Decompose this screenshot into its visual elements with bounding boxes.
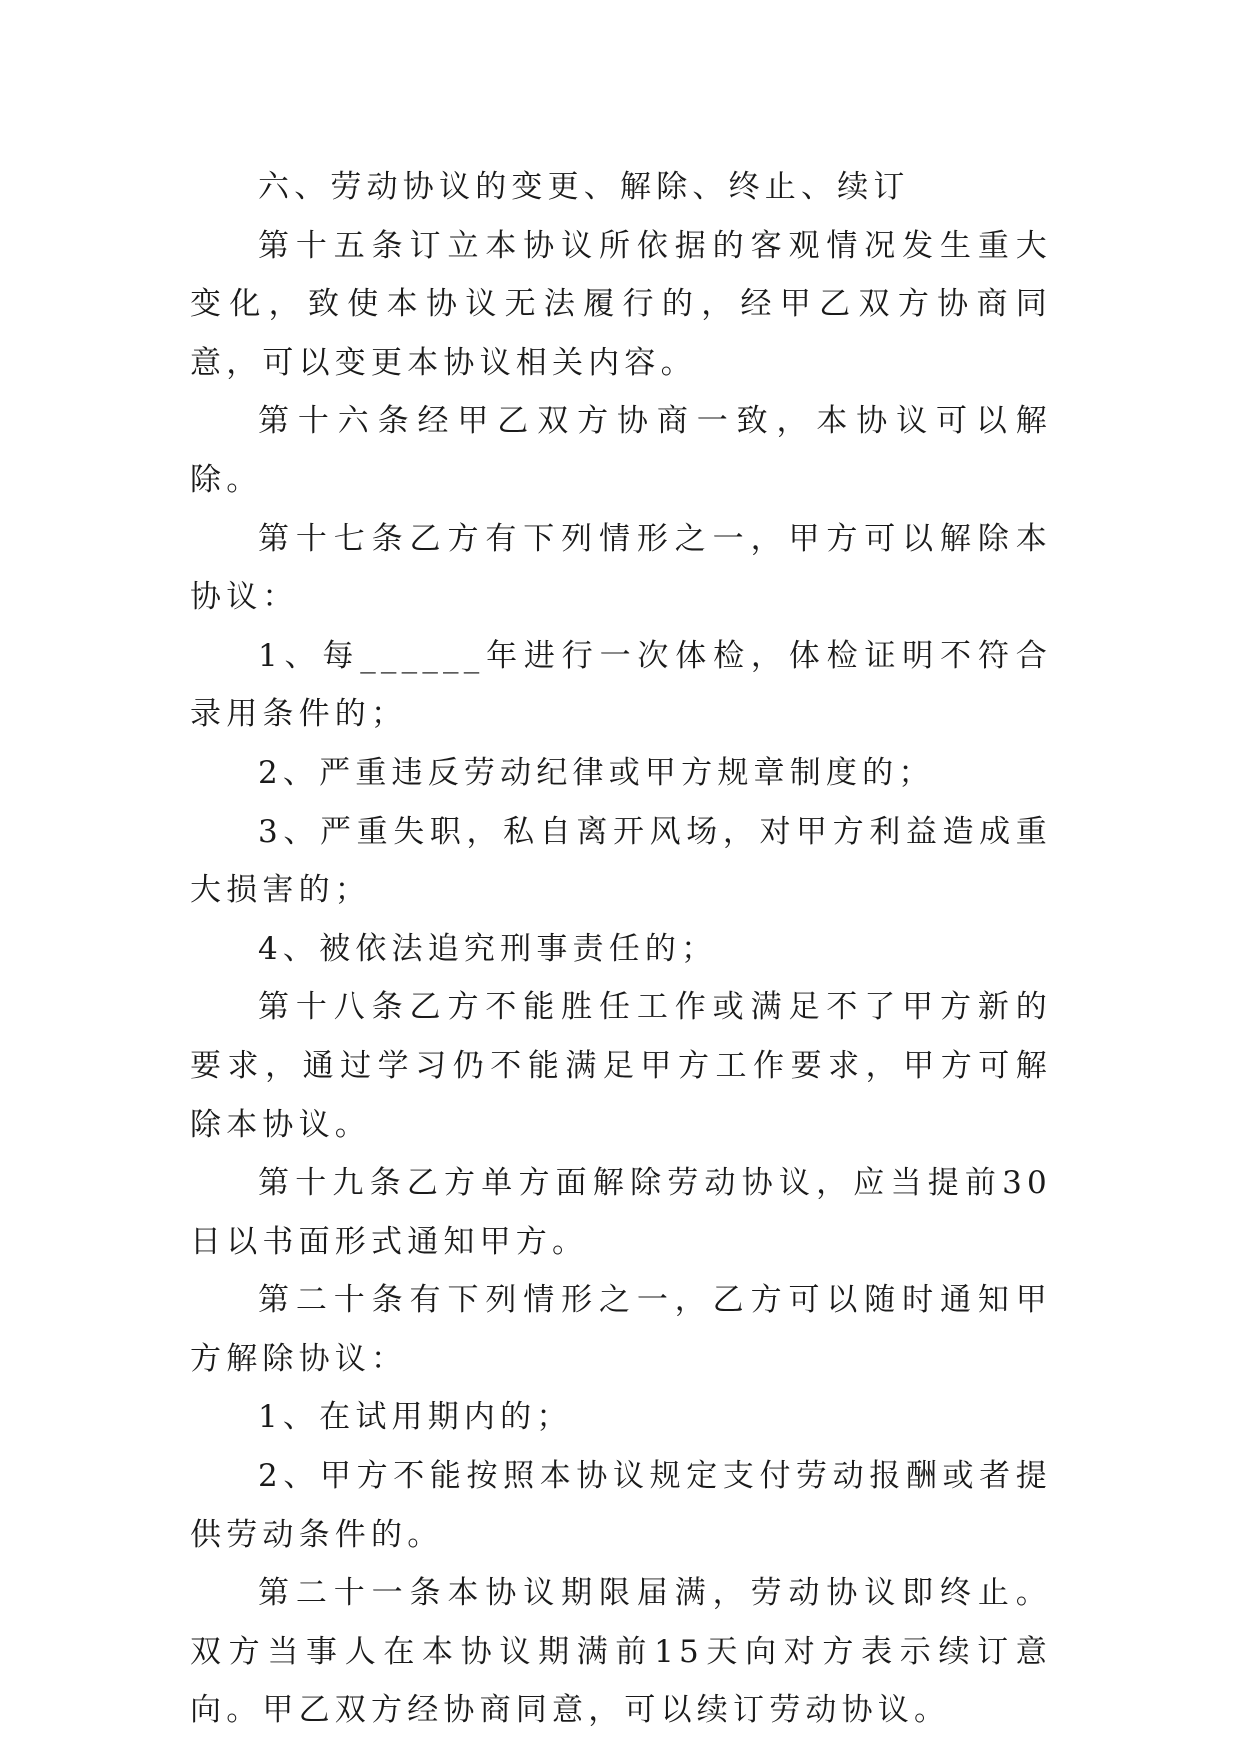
article-17-item-1: 1、每______年进行一次体检，体检证明不符合录用条件的；: [190, 637, 1052, 733]
article-17-item-4: 4、被依法追究刑事责任的；: [258, 930, 718, 967]
article-15: 第十五条订立本协议所依据的客观情况发生重大变化，致使本协议无法履行的，经甲乙双方协商同意，可以变更本协议相关内容。: [190, 227, 1052, 381]
article-17: 第十七条乙方有下列情形之一，甲方可以解除本协议：: [190, 520, 1052, 616]
article-16: 第十六条经甲乙双方协商一致，本协议可以解除。: [190, 403, 1052, 498]
article-21: 第二十一条本协议期限届满，劳动协议即终止。双方当事人在本协议期满前15天向对方表示续订意向。甲乙双方经协商同意，可以续订劳动协议。: [190, 1575, 1052, 1729]
article-18: 第十八条乙方不能胜任工作或满足不了甲方新的要求，通过学习仍不能满足甲方工作要求，甲方可解除本协议。: [190, 989, 1052, 1143]
article-20-item-2: 2、甲方不能按照本协议规定支付劳动报酬或者提供劳动条件的。: [190, 1458, 1052, 1553]
article-20: 第二十条有下列情形之一，乙方可以随时通知甲方解除协议：: [190, 1282, 1052, 1377]
document-body: [190, 158, 1052, 1740]
article-17-item-2: 2、严重违反劳动纪律或甲方规章制度的；: [258, 754, 935, 791]
article-19: 第十九条乙方单方面解除劳动协议，应当提前30日以书面形式通知甲方。: [190, 1165, 1052, 1260]
article-17-item-3: 3、严重失职，私自离开风场，对甲方利益造成重大损害的；: [190, 813, 1052, 909]
article-20-item-1: 1、在试用期内的；: [258, 1399, 573, 1436]
section-heading: 六、劳动协议的变更、解除、终止、续订: [258, 169, 910, 205]
